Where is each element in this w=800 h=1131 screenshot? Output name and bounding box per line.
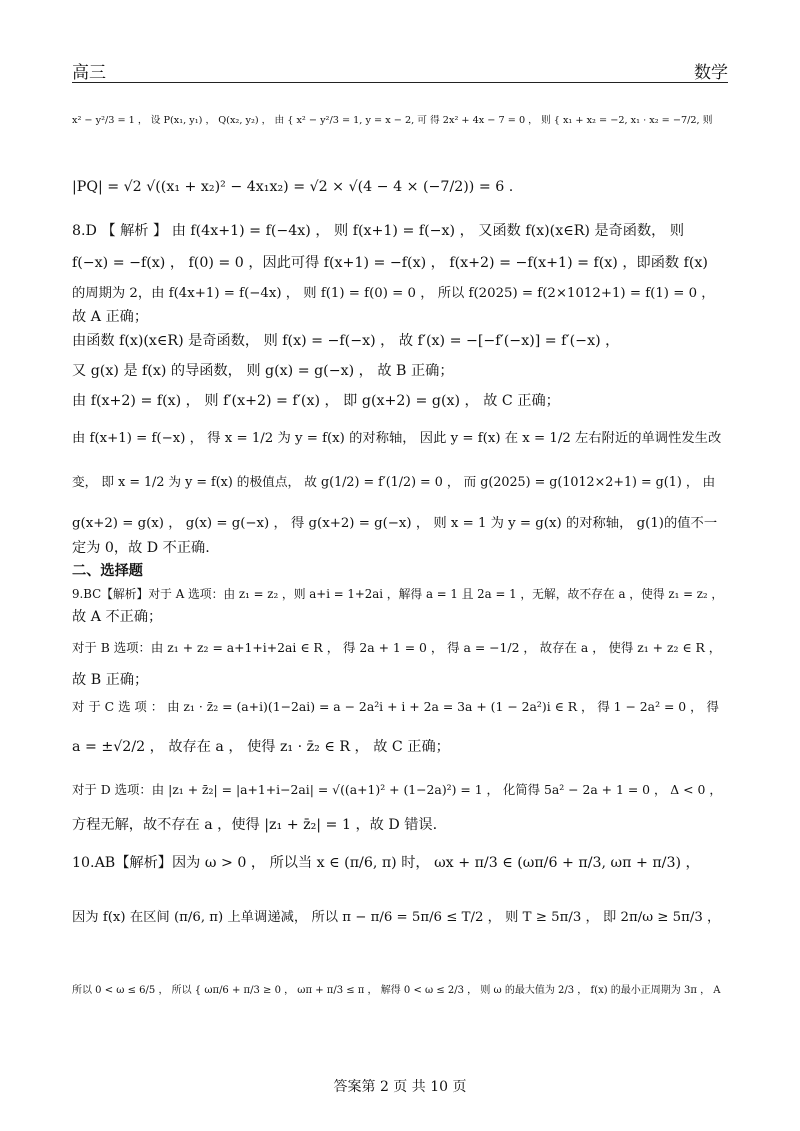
text-line: 故 B 正确；	[72, 672, 149, 688]
header-subject: 数学	[694, 63, 728, 83]
header-divider	[72, 82, 728, 83]
text-line: 故 A 不正确；	[72, 609, 163, 625]
text-line: 9.BC【解析】对于 A 选项：由 z₁ = z₂ ，则 a+i = 1+2ai ，解得 a = 1 且 2a = 1 ，无解，故不存在 a ，使得 z₁ = z₂ ，	[72, 587, 724, 601]
text-line: 10.AB【解析】因为 ω > 0 ， 所以当 x ∈ (π/6, π) 时， ωx + π/3 ∈ (ωπ/6 + π/3, ωπ + π/3) ，	[72, 855, 700, 871]
text-line: x² − y²/3 = 1 ， 设 P(x₁, y₁) ， Q(x₂, y₂) ， 由 { x² − y²/3 = 1, y = x − 2, 可 得 2x² + 4x − 7 = 0 ， 则 { x₁ + x₂ = −2, x₁ · x₂ = −7/2, 则	[72, 115, 713, 126]
text-line: 定为 0，故 D 不正确.	[72, 540, 210, 556]
text-line: g(x+2) = g(x) ， g(x) = g(−x) ， 得 g(x+2) = g(−x) ， 则 x = 1 为 y = g(x) 的对称轴， g(1)的值不一	[72, 516, 718, 531]
text-line: 又 g(x) 是 f(x) 的导函数， 则 g(x) = g(−x) ， 故 B 正确；	[72, 363, 454, 379]
text-line: 因为 f(x) 在区间 (π/6, π) 上单调递减， 所以 π − π/6 = 5π/6 ≤ T/2 ， 则 T ≥ 5π/3 ， 即 2π/ω ≥ 5π/3 ，	[72, 910, 721, 925]
text-line: 方程无解，故不存在 a ，使得 |z₁ + z̄₂| = 1 ，故 D 错误.	[72, 817, 438, 833]
text-line: 对于 D 选项：由 |z₁ + z̄₂| = |a+1+i−2ai| = √((a+1)² + (1−2a)²) = 1 ， 化简得 5a² − 2a + 1 = 0 ， Δ < 0 ，	[72, 782, 722, 797]
text-line: 对 于 C 选 项 ： 由 z₁ · z̄₂ = (a+i)(1−2ai) = a − 2a²i + i + 2a = 3a + (1 − 2a²)i ∈ R ， 得 1 − 2a² = 0 ， 得	[72, 699, 719, 714]
text-line: f(−x) = −f(x) ， f(0) = 0 ，因此可得 f(x+1) = −f(x) ， f(x+2) = −f(x+1) = f(x) ，即函数 f(x)	[72, 255, 708, 271]
text-line: 对于 B 选项：由 z₁ + z₂ = a+1+i+2ai ∈ R ， 得 2a + 1 = 0 ， 得 a = −1/2 ， 故存在 a ， 使得 z₁ + z₂ ∈ R ，	[72, 640, 722, 655]
text-line: 由函数 f(x)(x∈R) 是奇函数， 则 f(x) = −f(−x) ， 故 f′(x) = −[−f′(−x)] = f′(−x) ，	[72, 333, 620, 349]
text-line: 由 f(x+1) = f(−x) ， 得 x = 1/2 为 y = f(x) 的对称轴， 因此 y = f(x) 在 x = 1/2 左右附近的单调性发生改	[72, 431, 722, 446]
text-line: |PQ| = √2 √((x₁ + x₂)² − 4x₁x₂) = √2 × √(4 − 4 × (−7/2)) = 6 .	[72, 179, 514, 195]
text-line: 故 A 正确；	[72, 309, 149, 325]
text-line: 的周期为 2，由 f(4x+1) = f(−4x) ， 则 f(1) = f(0) = 0 ， 所以 f(2025) = f(2×1012+1) = f(1) = 0 ，	[72, 286, 715, 301]
header-grade: 高三	[72, 63, 106, 83]
text-line: 由 f(x+2) = f(x) ， 则 f′(x+2) = f′(x) ， 即 g(x+2) = g(x) ， 故 C 正确；	[72, 393, 560, 409]
text-line: a = ±√2/2 ， 故存在 a ， 使得 z₁ · z̄₂ ∈ R ， 故 C 正确；	[72, 739, 450, 755]
text-line: 变， 即 x = 1/2 为 y = f(x) 的极值点， 故 g(1/2) = f′(1/2) = 0 ， 而 g(2025) = g(1012×2+1) = g(1) ， 由	[72, 474, 716, 489]
page-footer: 答案第 2 页 共 10 页	[333, 1079, 467, 1095]
text-line: 所以 0 < ω ≤ 6/5 ， 所以 { ωπ/6 + π/3 ≥ 0 ， ωπ + π/3 ≤ π ， 解得 0 < ω ≤ 2/3 ， 则 ω 的最大值为 2/3 ， f(x) 的最小正周期为 3π ， A	[72, 985, 721, 996]
text-line: 8.D 【 解析 】 由 f(4x+1) = f(−4x) ， 则 f(x+1) = f(−x) ， 又函数 f(x)(x∈R) 是奇函数， 则	[72, 223, 685, 239]
section-heading: 二、选择题	[72, 563, 143, 579]
